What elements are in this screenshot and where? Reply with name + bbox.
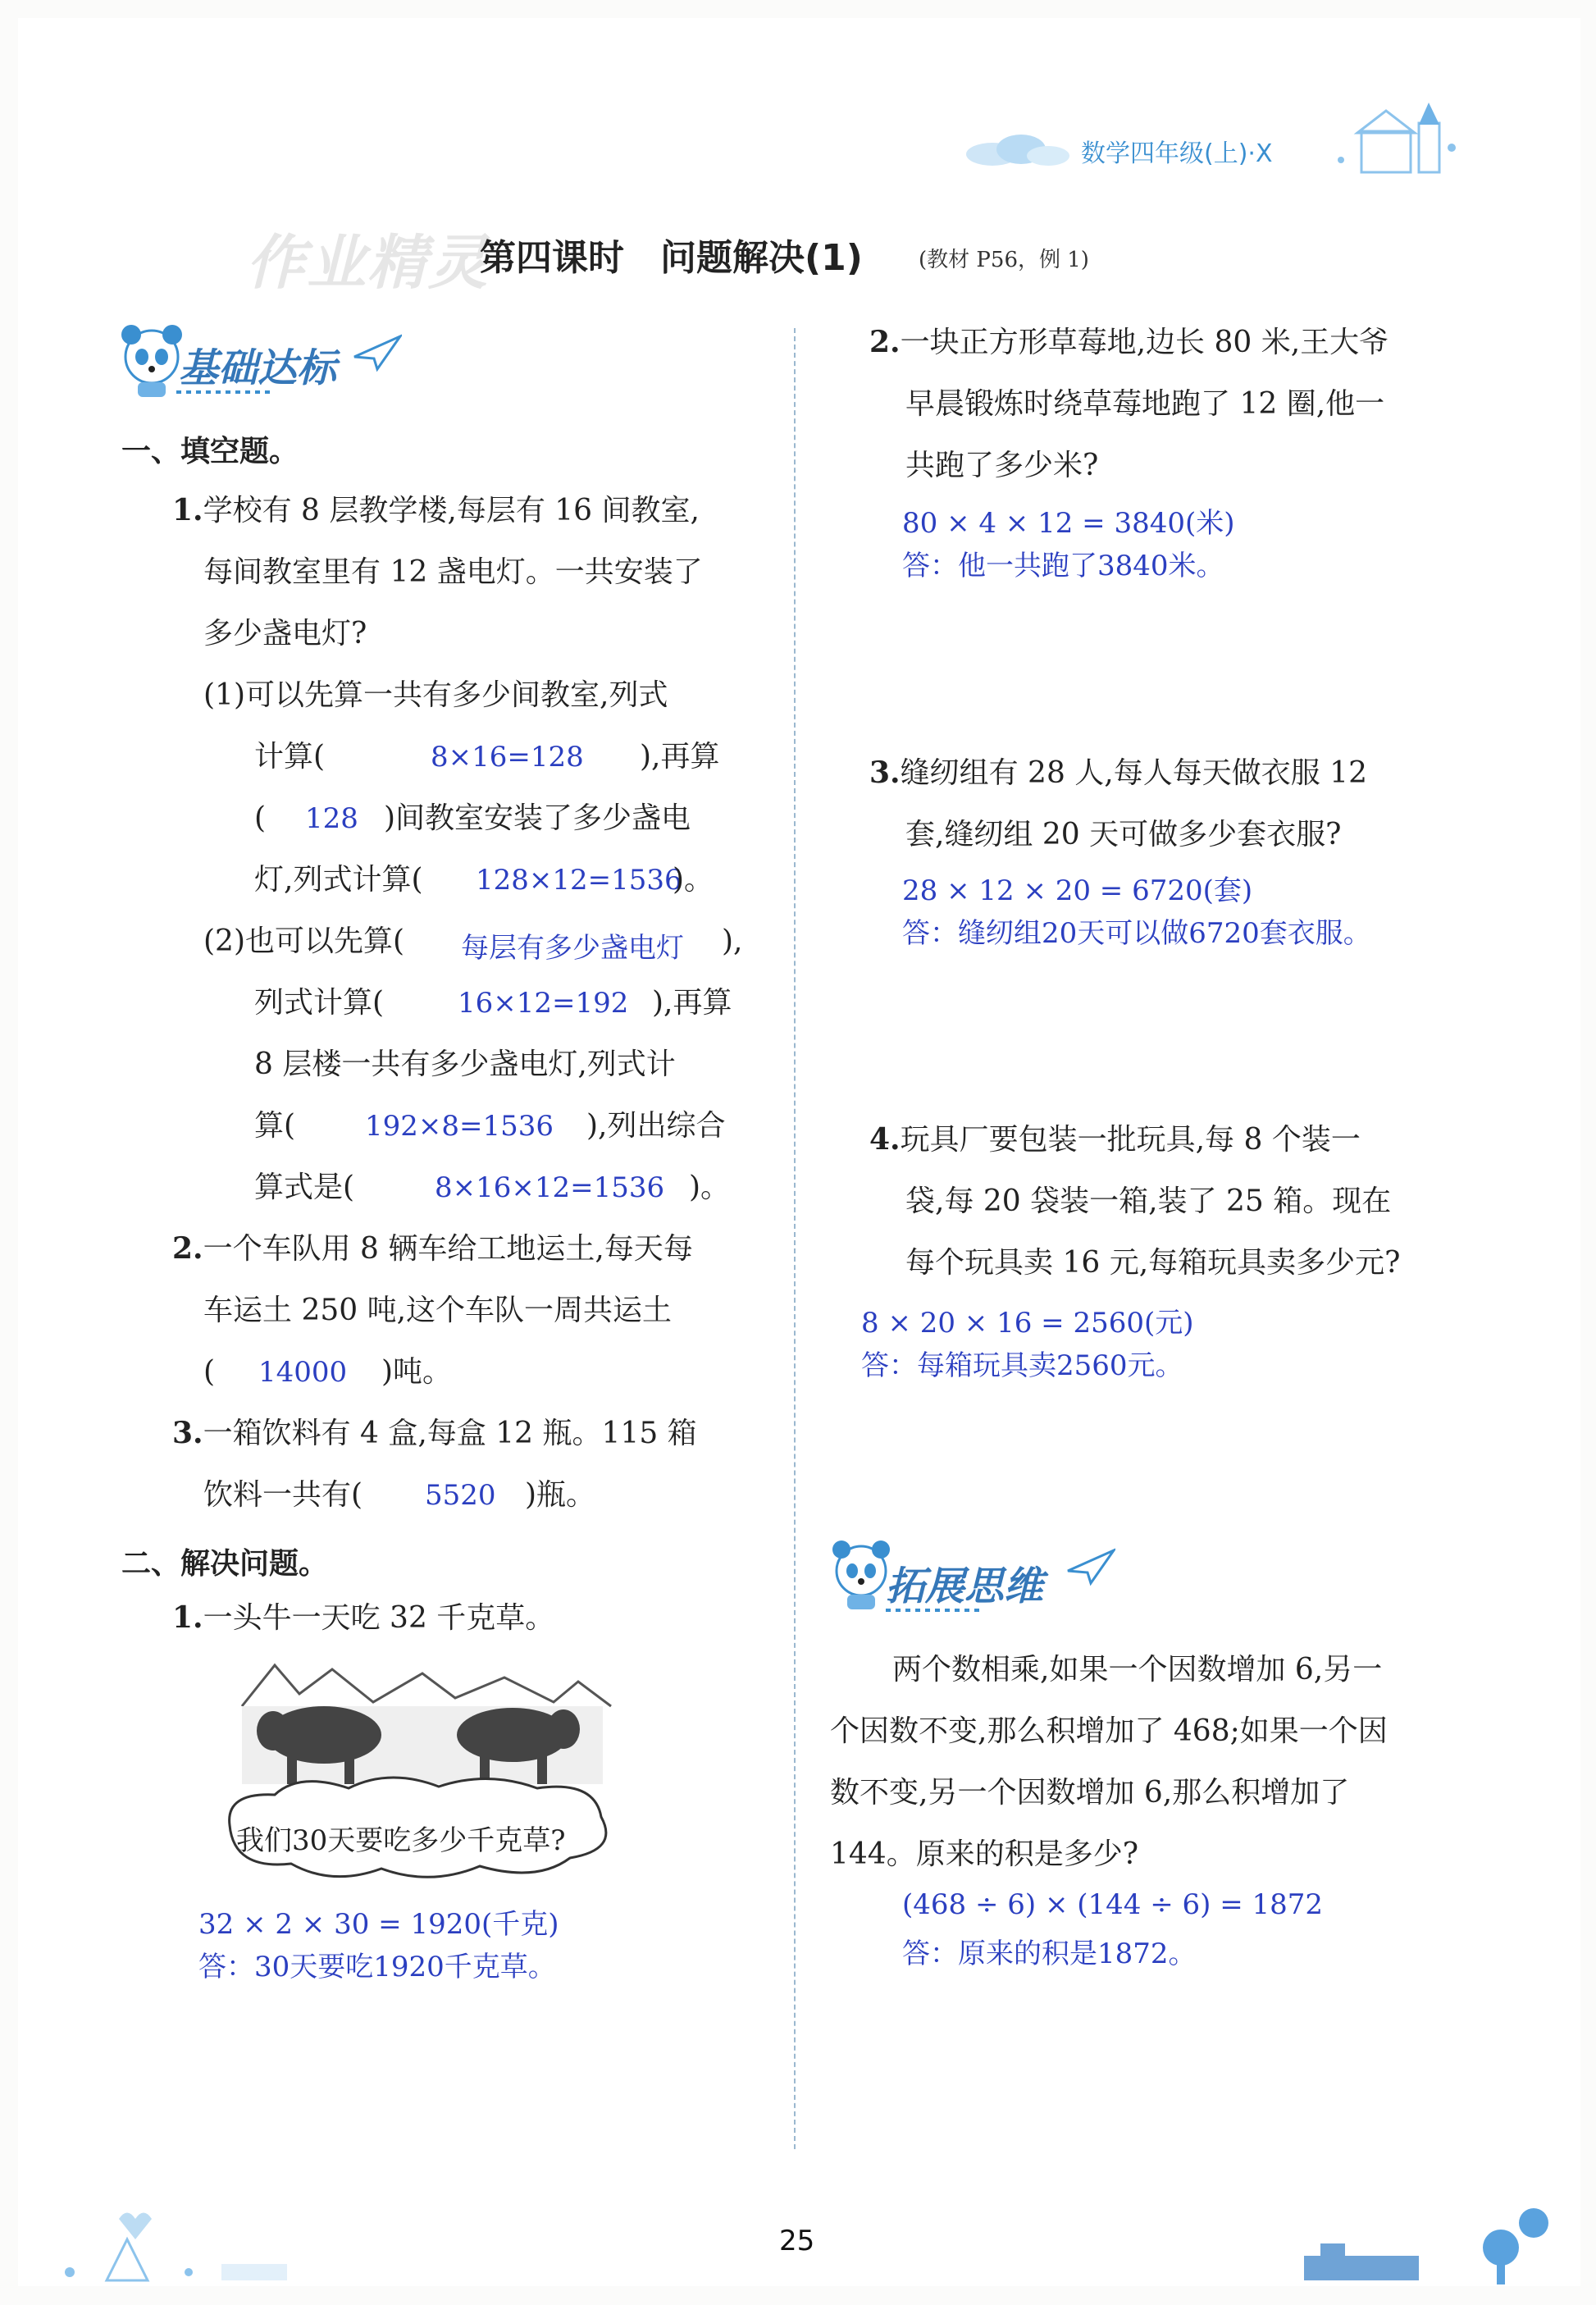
page-number: 25 xyxy=(779,2225,815,2257)
p2q2-line3: 共跑了多少米? xyxy=(905,449,1099,482)
cattle-illustration xyxy=(209,1657,619,1903)
p1q2-line1: 一个车队用 8 辆车给工地运土,每天每 xyxy=(203,1232,693,1266)
p1q1-sub2-line5a: 算式是( xyxy=(254,1171,355,1204)
p2q2-line1: 一块正方形草莓地,边长 80 米,王大爷 xyxy=(900,326,1389,359)
p2q2-number: 2. xyxy=(869,325,901,359)
p1q1-line3: 多少盏电灯? xyxy=(203,617,367,650)
p1q2-answer[interactable]: 14000 xyxy=(258,1356,348,1389)
p2q2-calc[interactable]: 80 × 4 × 12 = 3840(米) xyxy=(902,507,1235,540)
p1q1-question xyxy=(172,480,703,664)
p2q3-number: 3. xyxy=(869,755,901,790)
p1q1-sub2-line4a: 算( xyxy=(254,1109,296,1143)
p1q1-sub2-line2a: 列式计算( xyxy=(254,986,385,1020)
p1q2-number: 2. xyxy=(172,1231,203,1266)
book-label: 数学四年级(上)·X xyxy=(1081,139,1273,168)
cloud-decoration-icon xyxy=(960,123,1074,172)
lesson-title: 第四课时 问题解决(1) xyxy=(480,237,863,279)
p1q1-sub1-line2a: 计算( xyxy=(254,740,326,774)
p1q1-sub1-answer3[interactable]: 128×12=1536 xyxy=(476,864,682,897)
watermark: 作业精灵 xyxy=(246,228,490,297)
footer-decoration-left-icon xyxy=(33,2198,295,2289)
p1q2-line2: 车运土 250 吨,这个车队一周共运土 xyxy=(203,1294,673,1327)
p2q3-answer[interactable]: 答：缝纫组20天可以做6720套衣服。 xyxy=(902,917,1371,950)
p2q4-line2: 袋,每 20 袋装一箱,装了 25 箱。现在 xyxy=(905,1184,1392,1218)
p2q3-question xyxy=(869,742,1367,865)
p2q1-answer[interactable]: 答：30天要吃1920千克草。 xyxy=(198,1951,556,1983)
part2-heading: 二、解决问题。 xyxy=(121,1547,329,1581)
p2q3-calc[interactable]: 28 × 12 × 20 = 6720(套) xyxy=(902,874,1253,907)
p2q1-number: 1. xyxy=(172,1600,203,1635)
column-divider xyxy=(794,328,796,2149)
p1q1-sub1-line2b: ),再算 xyxy=(640,740,720,774)
p2q1-text: 一头牛一天吃 32 千克草。 xyxy=(203,1601,555,1635)
footer-decoration-right-icon xyxy=(1288,2198,1558,2289)
p1q1-sub1-line3a: ( xyxy=(254,801,267,835)
p1q1-sub1-answer2[interactable]: 128 xyxy=(305,802,358,835)
paper-plane-icon xyxy=(1066,1546,1115,1587)
p1q1-line2: 每间教室里有 12 盏电灯。一共安装了 xyxy=(203,555,703,589)
extend-calc[interactable]: (468 ÷ 6) × (144 ÷ 6) = 1872 xyxy=(902,1888,1324,1921)
p2q4-line1: 玩具厂要包装一批玩具,每 8 个装一 xyxy=(900,1123,1361,1157)
p1q1-sub2-line1b: ), xyxy=(722,924,743,958)
p1q2-line3b: )吨。 xyxy=(381,1355,453,1389)
p1q3-answer[interactable]: 5520 xyxy=(425,1479,496,1512)
p1q2-question xyxy=(172,1218,693,1341)
p1q1-sub2-answer1[interactable]: 每层有多少盏电灯 xyxy=(461,932,684,965)
p1q1-sub2-answer4[interactable]: 8×16×12=1536 xyxy=(435,1171,665,1204)
p1q1-sub2-answer2[interactable]: 16×12=192 xyxy=(458,987,629,1020)
extend-problem xyxy=(830,1639,1388,1885)
p1q1-sub1-answer1[interactable]: 8×16=128 xyxy=(431,741,584,774)
lesson-source: (教材 P56，例 1) xyxy=(919,248,1089,272)
p2q4-question xyxy=(869,1109,1400,1294)
p1q1-sub2-line1a: (2)也可以先算( xyxy=(203,924,405,958)
p2q4-calc[interactable]: 8 × 20 × 16 = 2560(元) xyxy=(861,1307,1194,1340)
p1q3-number: 3. xyxy=(172,1416,203,1450)
p1q1-sub2-line4b: ),列出综合 xyxy=(586,1109,726,1143)
p1q3-line1: 一箱饮料有 4 盒,每盒 12 瓶。115 箱 xyxy=(203,1417,697,1450)
speech-bubble-text: 我们30天要吃多少千克草? xyxy=(236,1824,566,1857)
p1q1-sub2-line5b: )。 xyxy=(689,1171,731,1204)
p2q2-question xyxy=(869,312,1389,496)
p1q1-sub2-line3: 8 层楼一共有多少盏电灯,列式计 xyxy=(254,1048,676,1081)
basic-badge-label: 基础达标 xyxy=(179,345,337,391)
p2q1-question xyxy=(172,1587,554,1649)
p2q1-calc[interactable]: 32 × 2 × 30 = 1920(千克) xyxy=(198,1908,559,1941)
p2q3-line1: 缝纫组有 28 人,每人每天做衣服 12 xyxy=(900,756,1367,790)
p1q3-line2a: 饮料一共有( xyxy=(203,1478,363,1512)
p2q4-number: 4. xyxy=(869,1122,901,1157)
p2q2-line2: 早晨锻炼时绕草莓地跑了 12 圈,他一 xyxy=(905,387,1385,421)
castle-decoration-icon xyxy=(1329,98,1468,180)
p2q4-line3: 每个玩具卖 16 元,每箱玩具卖多少元? xyxy=(905,1246,1401,1280)
extend-badge-label: 拓展思维 xyxy=(886,1563,1044,1609)
p2q4-answer[interactable]: 答：每箱玩具卖2560元。 xyxy=(861,1349,1183,1382)
p1q1-number: 1. xyxy=(172,493,203,527)
p1q3-line2b: )瓶。 xyxy=(525,1478,596,1512)
p1q1-sub1-line1: (1)可以先算一共有多少间教室,列式 xyxy=(203,678,668,712)
badge-underline xyxy=(176,386,373,402)
extend-line3: 数不变,另一个因数增加 6,那么积增加了 xyxy=(830,1776,1350,1810)
p2q2-answer[interactable]: 答：他一共跑了3840米。 xyxy=(902,550,1224,582)
p1q1-sub2-line2b: ),再算 xyxy=(652,986,732,1020)
extend-line4: 144。原来的积是多少? xyxy=(830,1837,1139,1871)
p1q1-sub1-line4a: 灯,列式计算( xyxy=(254,863,423,897)
p1q1-sub1-line3b: )间教室安装了多少盏电 xyxy=(384,801,691,835)
paper-plane-icon xyxy=(353,332,402,373)
part1-heading: 一、填空题。 xyxy=(121,435,299,468)
p1q1-line1: 学校有 8 层教学楼,每层有 16 间教室, xyxy=(203,494,700,527)
p1q1-sub2-answer3[interactable]: 192×8=1536 xyxy=(365,1110,554,1143)
extend-line2: 个因数不变,那么积增加了 468;如果一个因 xyxy=(830,1714,1388,1748)
extend-line1: 两个数相乘,如果一个因数增加 6,另一 xyxy=(892,1653,1383,1687)
badge-underline xyxy=(886,1604,1083,1620)
extend-answer[interactable]: 答：原来的积是1872。 xyxy=(902,1938,1197,1970)
p1q1-sub1-line4b: )。 xyxy=(673,863,714,897)
p2q3-line2: 套,缝纫组 20 天可做多少套衣服? xyxy=(905,818,1342,851)
p1q2-line3a: ( xyxy=(203,1355,216,1389)
p1q3-question xyxy=(172,1403,697,1464)
